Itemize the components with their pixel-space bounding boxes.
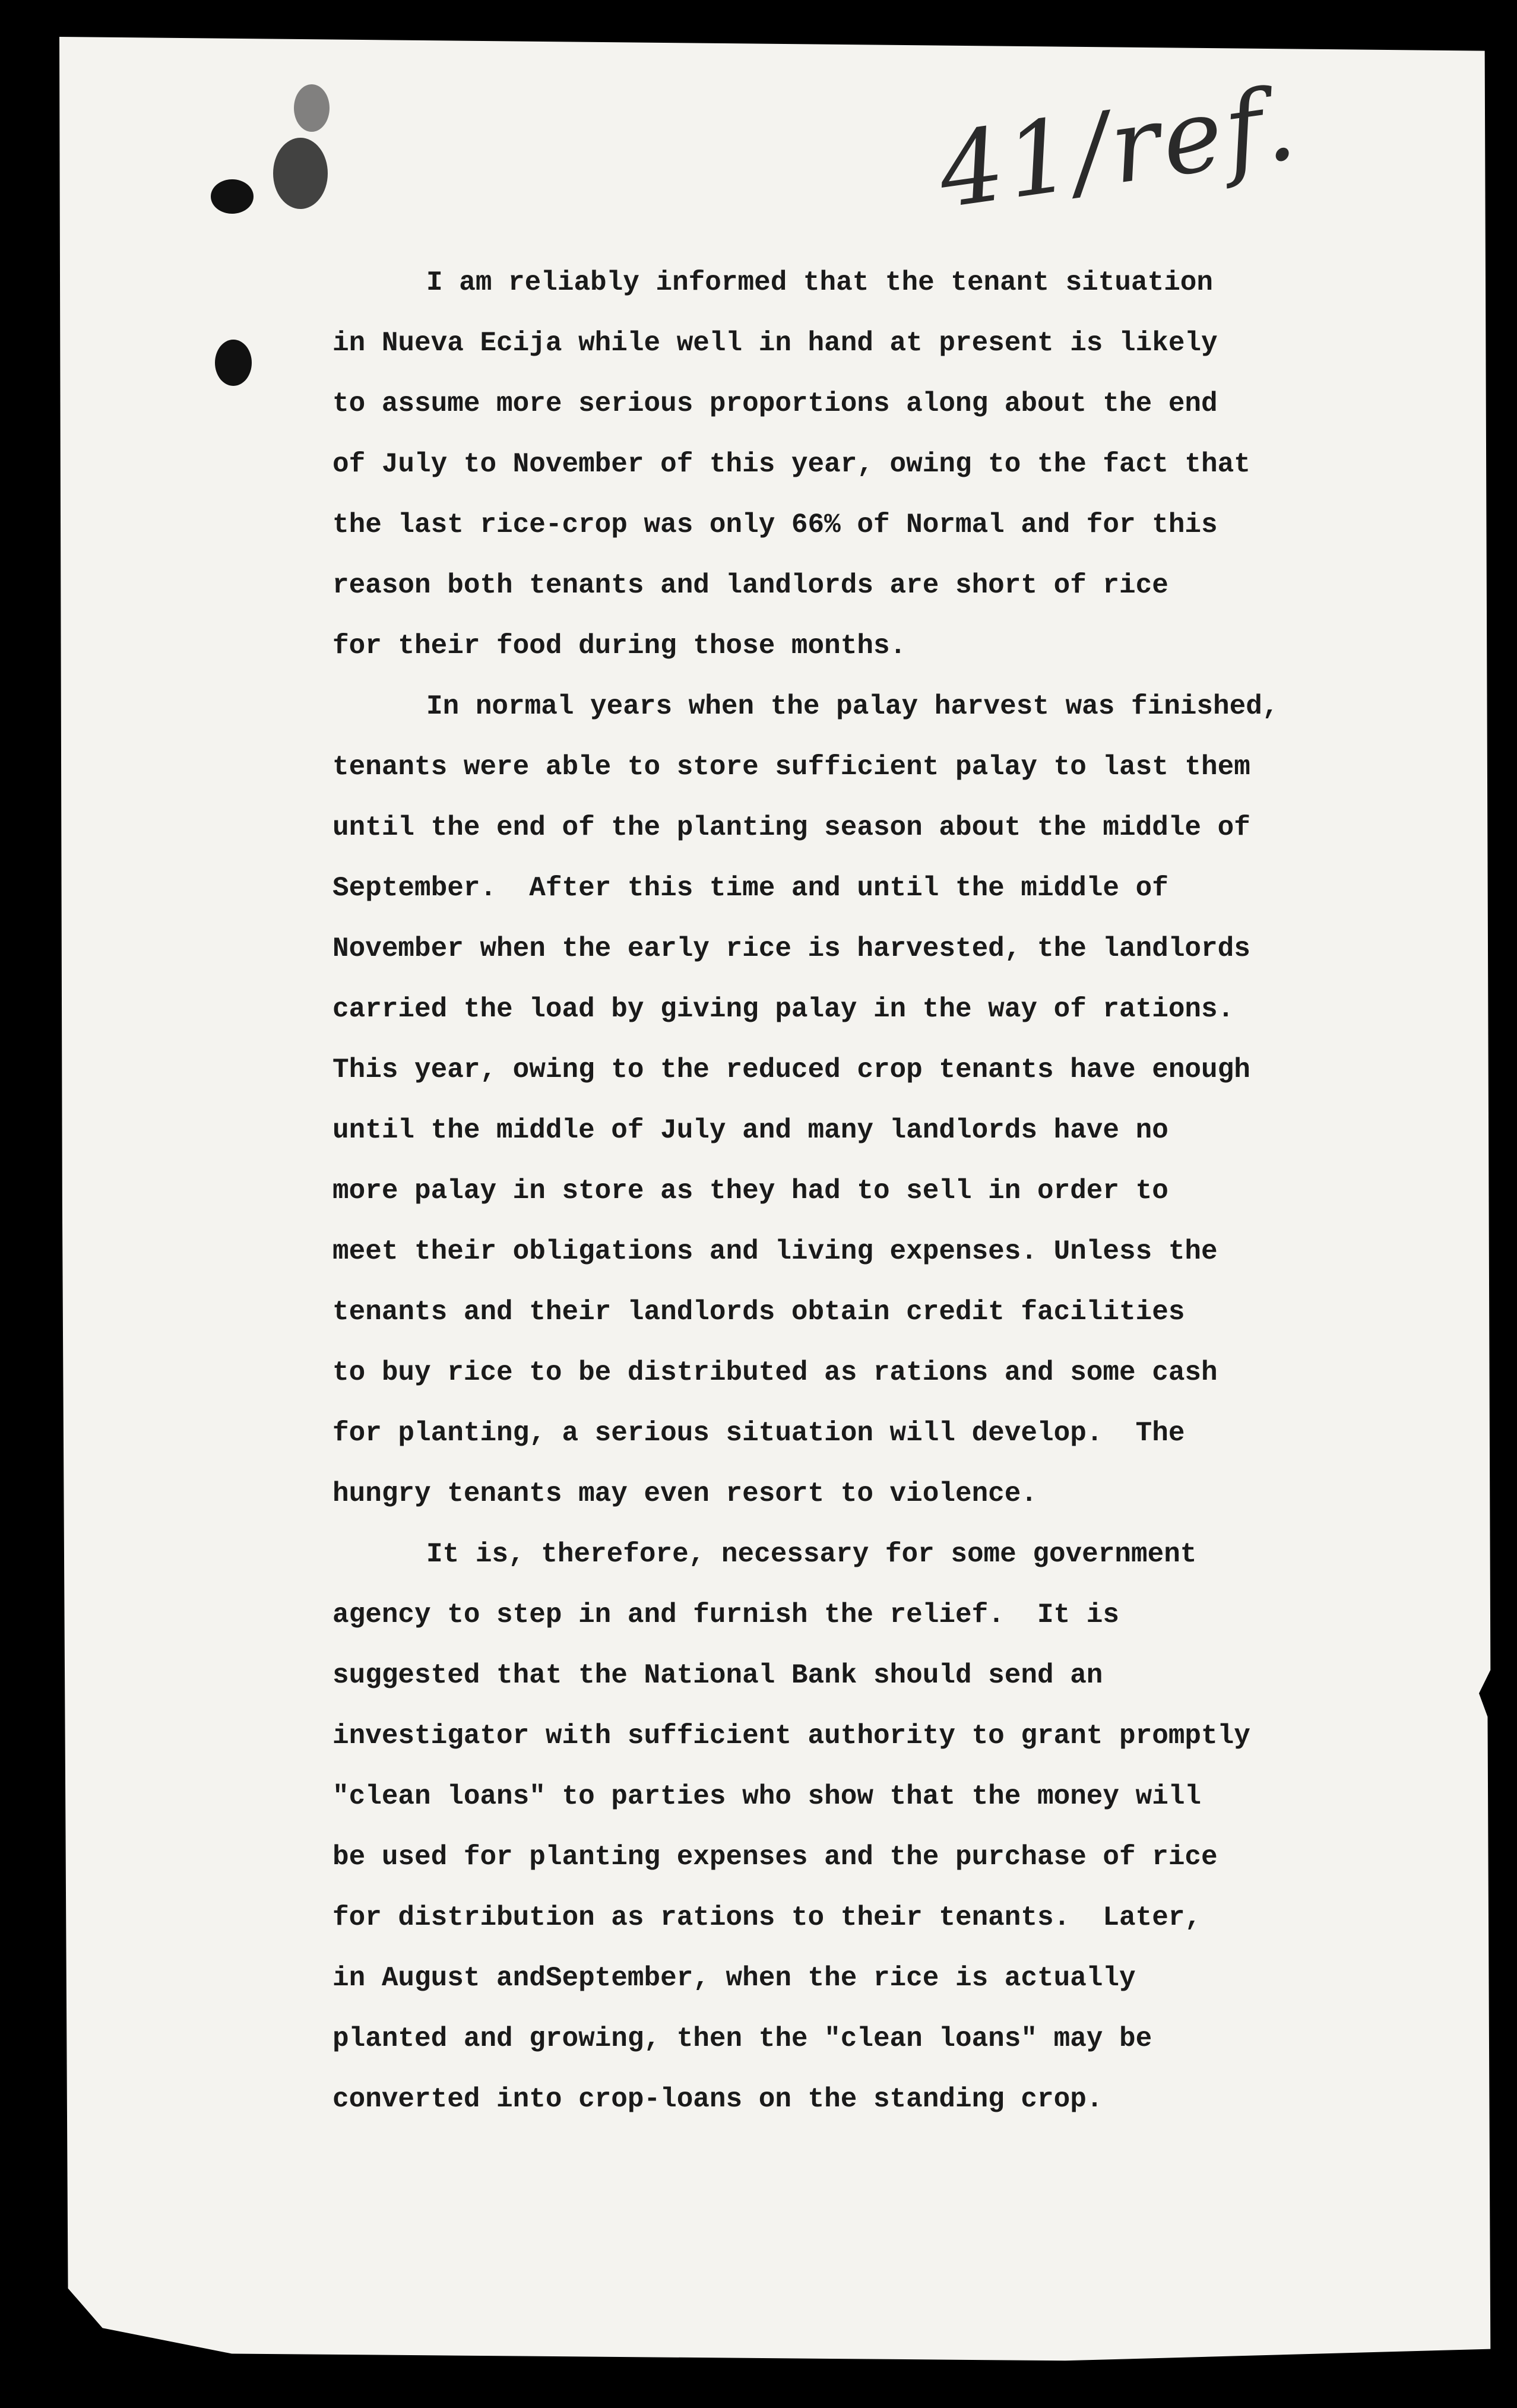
text-line: September. After this time and until the middle of (332, 873, 1168, 904)
text-line: suggested that the National Bank should send an (332, 1660, 1103, 1691)
text-line: be used for planting expenses and the purchase of rice (332, 1842, 1218, 1872)
text-line: reason both tenants and landlords are short of rice (332, 570, 1168, 601)
text-line: meet their obligations and living expenses. Unless the (332, 1236, 1218, 1267)
text-line: tenants were able to store sufficient palay to last them (332, 752, 1250, 782)
text-line: carried the load by giving palay in the way of rations. (332, 994, 1234, 1025)
text-line: converted into crop-loans on the standing crop. (332, 2084, 1103, 2115)
ink-blot (211, 179, 254, 214)
text-line: tenants and their landlords obtain credit facilities (332, 1297, 1185, 1327)
text-line: for their food during those months. (332, 630, 907, 661)
text-line: to buy rice to be distributed as rations and some cash (332, 1357, 1218, 1388)
ink-stain (294, 84, 330, 132)
ink-stain (273, 138, 328, 209)
paragraph-1 (332, 252, 1354, 676)
text-line: the last rice-crop was only 66% of Normal and for this (332, 509, 1218, 540)
text-line: November when the early rice is harvested, the landlords (332, 933, 1250, 964)
text-line: "clean loans" to parties who show that the money will (332, 1781, 1202, 1812)
text-line: to assume more serious proportions along about the end (332, 388, 1218, 419)
text-line: more palay in store as they had to sell in order to (332, 1176, 1168, 1206)
text-line: hungry tenants may even resort to violence. (332, 1478, 1037, 1509)
text-line: investigator with sufficient authority to grant promptly (332, 1721, 1250, 1751)
text-line: This year, owing to the reduced crop tenants have enough (332, 1054, 1250, 1085)
text-line: until the middle of July and many landlords have no (332, 1115, 1168, 1146)
text-line: planted and growing, then the "clean loans" may be (332, 2023, 1152, 2054)
ink-blot (215, 340, 252, 386)
text-line: agency to step in and furnish the relief. It is (332, 1599, 1120, 1630)
paragraph-2 (332, 676, 1354, 1524)
text-line: for planting, a serious situation will develop. The (332, 1418, 1185, 1449)
letter-body (332, 252, 1354, 2130)
handwritten-annotation: 41/ref. (932, 64, 1306, 232)
text-line: for distribution as rations to their tenants. Later, (332, 1902, 1202, 1933)
text-line: in August andSeptember, when the rice is actually (332, 1963, 1136, 1994)
text-line: in Nueva Ecija while well in hand at present is likely (332, 328, 1218, 359)
text-line: of July to November of this year, owing to the fact that (332, 449, 1250, 480)
text-line: I am reliably informed that the tenant situation (426, 267, 1214, 298)
paragraph-3 (332, 1524, 1354, 2130)
text-line: until the end of the planting season about the middle of (332, 812, 1250, 843)
text-line: In normal years when the palay harvest was finished, (426, 691, 1279, 722)
text-line: It is, therefore, necessary for some government (426, 1539, 1197, 1570)
